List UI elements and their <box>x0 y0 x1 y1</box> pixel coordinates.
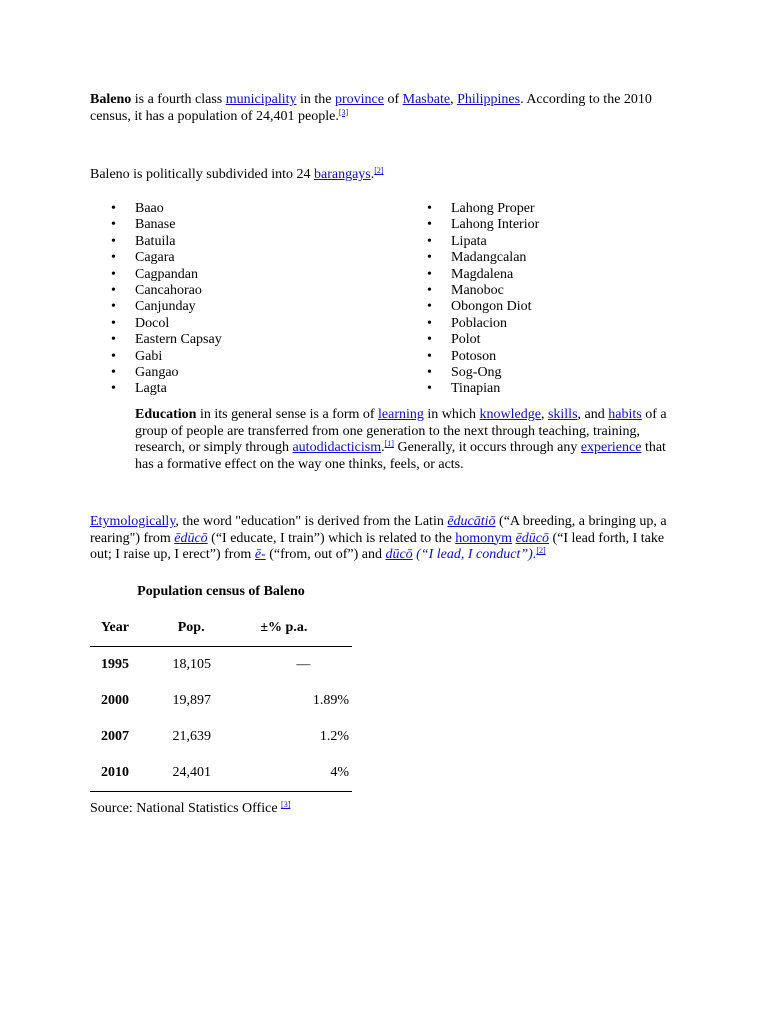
link-homonym[interactable]: homonym <box>455 530 513 546</box>
text-fragment: in the <box>296 92 335 107</box>
cell-year: 2007 <box>101 728 129 744</box>
text-fragment: (“I lead, I conduct”). <box>412 547 537 562</box>
barangay-list-item: • Eastern Capsay <box>110 332 222 348</box>
barangay-list-item: • Banase <box>110 217 222 233</box>
barangay-list-item: • Magdalena <box>426 267 539 283</box>
text-fragment: , <box>450 92 458 107</box>
text-fragment: in its general sense is a form of <box>196 407 379 422</box>
barangay-list-item: • Batuila <box>110 234 222 250</box>
cell-pct: 1.89% <box>312 692 349 708</box>
link-educo-homonym[interactable]: ēdūcō <box>515 530 549 546</box>
barangay-list-item: • Manoboc <box>426 283 539 299</box>
cell-pop: 19,897 <box>172 692 211 708</box>
link-e-prefix[interactable]: ē- <box>254 547 266 562</box>
barangay-list-item: • Tinapian <box>426 381 539 397</box>
link-municipality[interactable]: municipality <box>225 92 297 107</box>
education-paragraph <box>135 407 675 473</box>
link-philippines[interactable]: Philippines <box>457 92 521 107</box>
barangay-list-item: • Gangao <box>110 365 222 381</box>
reference-link-3[interactable]: [3] <box>338 107 349 117</box>
text-fragment: . <box>370 167 375 182</box>
text-fragment: , and <box>577 407 609 422</box>
bold-title-baleno: Baleno <box>90 92 132 107</box>
link-etymologically[interactable]: Etymologically <box>90 514 176 529</box>
barangay-list-item: • Lahong Proper <box>426 201 539 217</box>
link-barangays[interactable]: barangays <box>313 167 371 182</box>
barangay-list-item: • Gabi <box>110 349 222 365</box>
table-caption: Population census of Baleno <box>137 584 305 599</box>
reference-link-2[interactable]: [2] <box>374 166 384 175</box>
barangay-list-item: • Obongon Diot <box>426 299 539 315</box>
bold-term-education: Education <box>135 407 197 422</box>
text-fragment: is a fourth class <box>131 92 226 107</box>
reference-link-3[interactable]: [3] <box>281 800 291 809</box>
text-fragment: . <box>381 440 385 455</box>
barangay-list-item: • Baao <box>110 201 222 217</box>
text-fragment: of a group of people are transferred from one generation to the next through teaching, training, research, or simply through <box>135 407 667 455</box>
table-source <box>90 801 290 818</box>
barangay-list-item: • Cagara <box>110 250 222 266</box>
reference-link-2[interactable]: [2] <box>536 546 546 555</box>
cell-year: 1995 <box>101 656 129 672</box>
text-fragment: (“from, out of”) and <box>265 547 386 562</box>
text-fragment: in which <box>423 407 480 422</box>
barangay-list-left <box>110 201 222 398</box>
link-knowledge[interactable]: knowledge <box>479 407 541 422</box>
barangay-list-item: • Poblacion <box>426 316 539 332</box>
table-row <box>90 719 352 755</box>
link-duco[interactable]: dūcō <box>385 547 413 562</box>
link-experience[interactable]: experience <box>580 440 642 455</box>
source-text: Source: National Statistics Office <box>90 801 282 816</box>
text-fragment: (“A breeding, a bringing up, a rearing") from <box>90 514 667 546</box>
barangay-list-item: • Sog-Ong <box>426 365 539 381</box>
etymology-paragraph <box>90 514 675 564</box>
text-fragment: Generally, it occurs through any <box>393 440 581 455</box>
cell-pop: 24,401 <box>156 755 228 792</box>
text-fragment: , the word "education" is derived from the Latin <box>175 514 448 529</box>
text-fragment: , <box>540 407 548 422</box>
table-row <box>90 647 352 684</box>
barangay-list-item: • Lahong Interior <box>426 217 539 233</box>
text-fragment: (“I lead forth, I take out; I raise up, I erect”) from <box>90 530 665 562</box>
header-pop[interactable]: Pop. <box>156 610 228 647</box>
barangay-list-right <box>426 201 539 398</box>
population-table <box>90 610 352 792</box>
header-pct[interactable]: ±% p.a. <box>228 610 352 647</box>
barangay-intro-paragraph <box>90 167 675 184</box>
barangay-list-item: • Lagta <box>110 381 222 397</box>
cell-pct: 1.2% <box>319 728 349 744</box>
table-header-row <box>90 610 352 647</box>
text-fragment: (“I educate, I train”) which is related to the <box>207 530 456 546</box>
link-skills[interactable]: skills <box>547 407 578 422</box>
barangay-list-item: • Polot <box>426 332 539 348</box>
barangay-list-item: • Cagpandan <box>110 267 222 283</box>
link-province[interactable]: province <box>334 92 384 107</box>
text-fragment: that has a formative effect on the way one thinks, feels, or acts. <box>135 440 666 472</box>
cell-pct: — <box>296 656 311 672</box>
cell-pct: 4% <box>228 755 352 792</box>
link-educatio[interactable]: ēducātiō <box>447 514 496 529</box>
link-learning[interactable]: learning <box>378 407 424 422</box>
intro-paragraph <box>90 92 675 125</box>
barangay-list-item: • Lipata <box>426 234 539 250</box>
table-row <box>90 683 352 719</box>
barangay-list-item: • Cancahorao <box>110 283 222 299</box>
link-educo[interactable]: ēdūcō <box>174 530 208 546</box>
table-row <box>90 755 352 792</box>
text-fragment: . According to the 2010 census, it has a population of 24,401 people. <box>90 92 652 124</box>
cell-year: 2000 <box>101 692 129 708</box>
link-habits[interactable]: habits <box>608 407 642 422</box>
text-fragment: of <box>383 92 403 107</box>
text-fragment: Baleno is politically subdivided into 24 <box>90 167 314 182</box>
link-autodidacticism[interactable]: autodidacticism <box>292 440 382 455</box>
cell-pop: 18,105 <box>172 656 211 672</box>
barangay-list-item: • Docol <box>110 316 222 332</box>
barangay-list-item: • Canjunday <box>110 299 222 315</box>
header-year[interactable]: Year <box>90 610 156 647</box>
reference-link-1[interactable]: [1] <box>384 439 394 448</box>
cell-pop: 21,639 <box>172 728 211 744</box>
barangay-list-item: • Potoson <box>426 349 539 365</box>
barangay-list-item: • Madangcalan <box>426 250 539 266</box>
link-masbate[interactable]: Masbate <box>402 92 451 107</box>
cell-year: 2010 <box>90 755 156 792</box>
